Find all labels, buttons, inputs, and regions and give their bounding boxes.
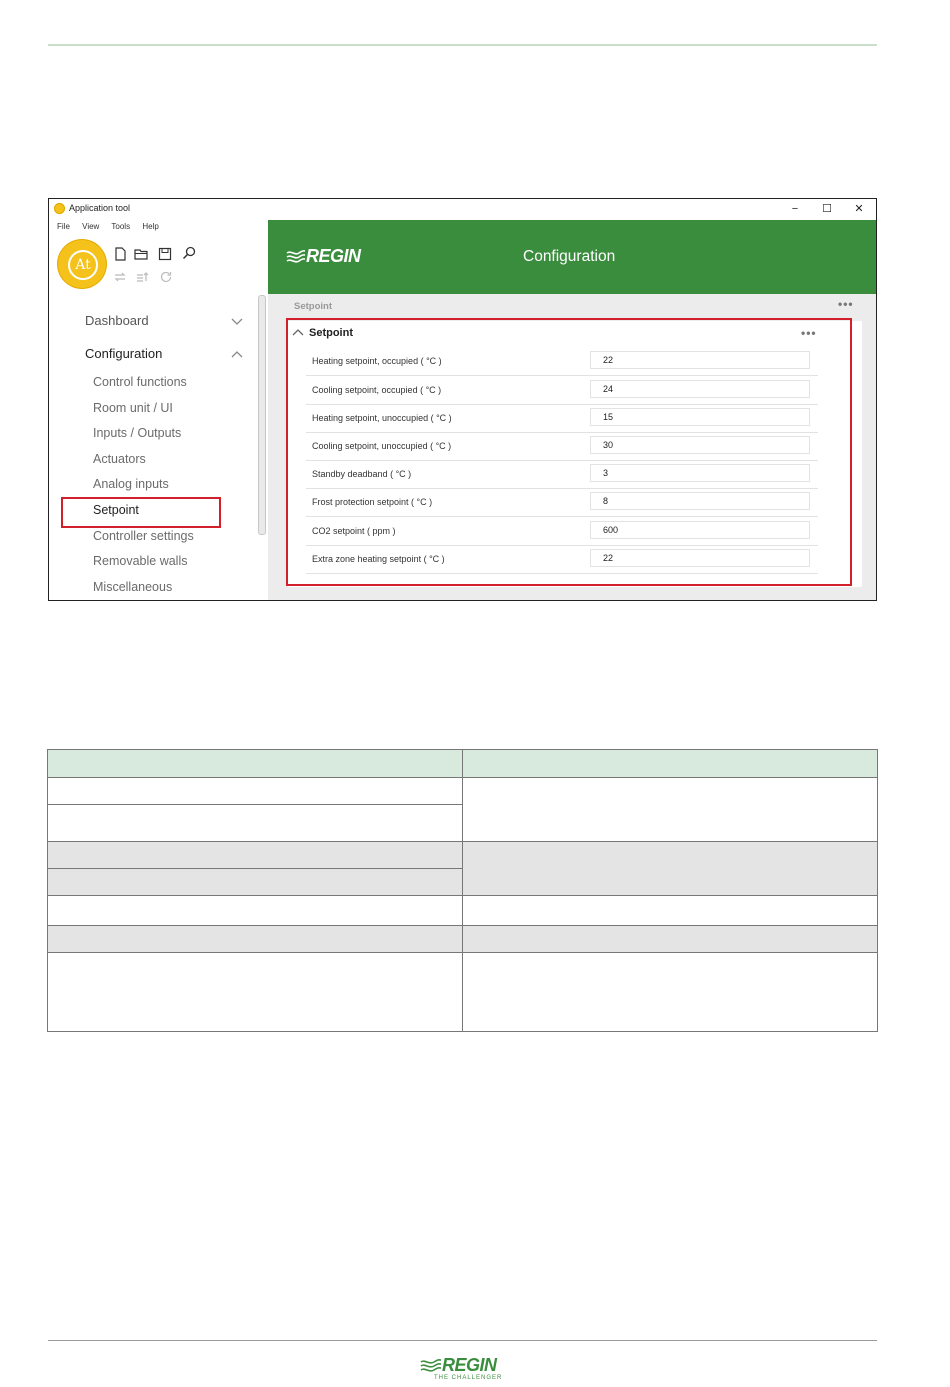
table-row	[48, 953, 878, 1032]
setting-value-input[interactable]: 22	[590, 549, 810, 567]
setting-label: CO2 setpoint ( ppm )	[312, 526, 396, 536]
setting-label: Standby deadband ( °C )	[312, 469, 412, 479]
sidebar-item-configuration[interactable]: Configuration	[85, 346, 163, 361]
window-title: Application tool	[69, 203, 131, 213]
sidebar-item-setpoint[interactable]: Setpoint	[93, 503, 139, 517]
footer-brand-text: REGIN	[442, 1355, 497, 1375]
new-file-icon[interactable]	[113, 247, 127, 261]
menu-bar	[57, 222, 169, 231]
table-cell	[48, 896, 463, 926]
search-icon[interactable]	[182, 246, 196, 260]
brand-waves-icon	[286, 249, 306, 263]
brand-text: REGIN	[306, 246, 361, 266]
save-icon[interactable]	[158, 247, 172, 261]
footer-tagline: THE CHALLENGER	[434, 1375, 503, 1381]
sidebar-item-miscellaneous[interactable]: Miscellaneous	[93, 580, 173, 594]
setting-value-input[interactable]: 3	[590, 464, 810, 482]
table-cell	[463, 842, 878, 896]
menu-tools[interactable]: Tools	[111, 222, 131, 231]
menu-help[interactable]: Help	[142, 222, 159, 231]
refresh-icon[interactable]	[159, 270, 173, 284]
transfer-icon[interactable]	[113, 270, 127, 284]
table-cell	[48, 842, 463, 869]
sidebar-item-removable-walls[interactable]: Removable walls	[93, 554, 188, 568]
sidebar-item-controller-settings[interactable]: Controller settings	[93, 529, 194, 543]
setting-label: Cooling setpoint, unoccupied ( °C )	[312, 441, 452, 451]
table-cell	[48, 869, 463, 896]
table-row	[48, 926, 878, 953]
menu-file[interactable]: File	[57, 222, 70, 231]
table-row	[48, 896, 878, 926]
setting-label: Heating setpoint, unoccupied ( °C )	[312, 413, 452, 423]
setting-label: Frost protection setpoint ( °C )	[312, 497, 433, 507]
top-rule	[48, 44, 877, 46]
setting-label: Extra zone heating setpoint ( °C )	[312, 554, 445, 564]
section-more-icon[interactable]: •••	[801, 326, 817, 340]
sidebar	[49, 293, 267, 600]
sidebar-item-control-functions[interactable]: Control functions	[93, 375, 187, 389]
minimize-button[interactable]: −	[791, 203, 799, 215]
table-cell	[48, 778, 463, 805]
footer-waves-icon	[420, 1358, 442, 1372]
setpoint-panel-highlight-box	[286, 318, 852, 586]
chevron-up-icon[interactable]	[231, 349, 243, 359]
brand-logo	[286, 246, 361, 267]
table-header-row	[48, 750, 878, 778]
table-header-cell	[48, 750, 463, 778]
application-window	[48, 198, 877, 601]
sidebar-item-actuators[interactable]: Actuators	[93, 452, 146, 466]
table-header-cell	[463, 750, 878, 778]
app-header	[268, 220, 876, 294]
sidebar-item-inputs-outputs[interactable]: Inputs / Outputs	[93, 426, 182, 440]
page-title: Configuration	[523, 248, 616, 265]
setting-label: Heating setpoint, occupied ( °C )	[312, 356, 442, 366]
table-row	[48, 842, 878, 869]
upload-icon[interactable]	[135, 270, 149, 284]
more-options-icon[interactable]: •••	[838, 297, 854, 311]
sidebar-item-room-unit[interactable]: Room unit / UI	[93, 401, 173, 415]
app-logo	[61, 243, 103, 285]
table-cell	[48, 953, 463, 1032]
breadcrumb: Setpoint	[294, 301, 332, 312]
open-folder-icon[interactable]	[134, 247, 148, 261]
table-cell	[463, 926, 878, 953]
table-cell	[463, 896, 878, 926]
setting-value-input[interactable]: 15	[590, 408, 810, 426]
app-logo-icon	[54, 203, 65, 214]
chevron-down-icon[interactable]	[231, 317, 243, 327]
document-table	[47, 749, 878, 1032]
sidebar-item-dashboard[interactable]: Dashboard	[85, 313, 149, 328]
sidebar-scrollbar[interactable]	[258, 295, 266, 535]
table-cell	[463, 953, 878, 1032]
table-cell	[463, 778, 878, 842]
maximize-button[interactable]: ☐	[822, 203, 832, 215]
setting-value-input[interactable]: 600	[590, 521, 810, 539]
table-cell	[48, 805, 463, 842]
bottom-rule	[48, 1340, 877, 1341]
setpoint-highlight-box	[61, 497, 221, 528]
setting-value-input[interactable]: 24	[590, 380, 810, 398]
close-button[interactable]: ✕	[854, 203, 864, 215]
setting-value-input[interactable]: 30	[590, 436, 810, 454]
menu-view[interactable]: View	[82, 222, 100, 231]
main-content	[268, 294, 876, 600]
setting-value-input[interactable]: 22	[590, 351, 810, 369]
setting-label: Cooling setpoint, occupied ( °C )	[312, 385, 442, 395]
table-cell	[48, 926, 463, 953]
sidebar-item-analog-inputs[interactable]: Analog inputs	[93, 477, 169, 491]
section-title: Setpoint	[309, 327, 353, 339]
setting-value-input[interactable]: 8	[590, 492, 810, 510]
logo-text: At	[68, 250, 98, 280]
table-row	[48, 778, 878, 805]
title-bar	[49, 199, 876, 219]
footer-logo	[420, 1355, 510, 1385]
